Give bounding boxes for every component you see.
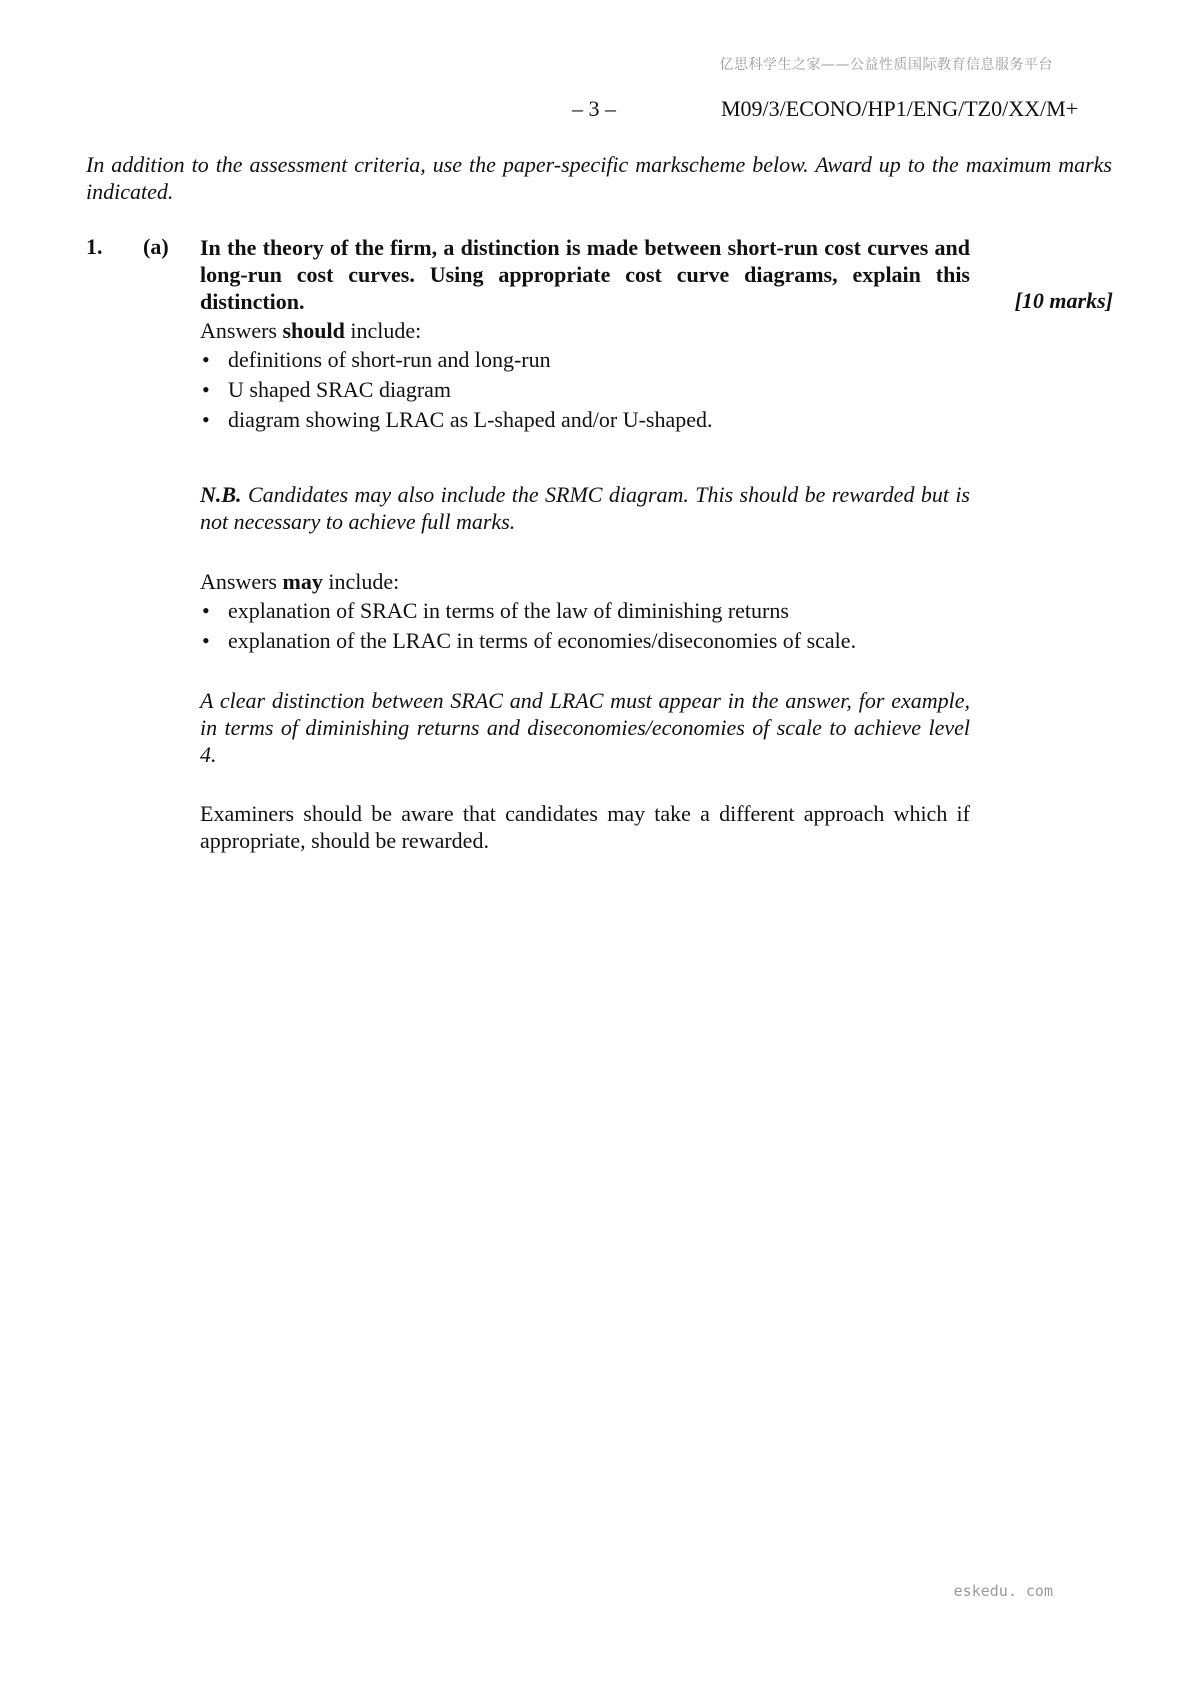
- bullet-icon: •: [202, 347, 210, 372]
- question-text: In the theory of the firm, a distinction is made between short-run cost curves and long-run cost curves. Using appropriate cost curve diagrams, explain this distinction.: [200, 235, 970, 314]
- paper-code: M09/3/ECONO/HP1/ENG/TZ0/XX/M+: [721, 96, 1079, 121]
- nb-label: N.B.: [200, 482, 242, 507]
- bullet-icon: •: [202, 598, 210, 623]
- list-item: [200, 626, 970, 656]
- question-part: (a): [143, 234, 169, 259]
- should-list: [200, 345, 970, 435]
- list-item-text: definitions of short-run and long-run: [228, 347, 551, 372]
- should-lead-suffix: include:: [344, 318, 422, 343]
- distinction-note: A clear distinction between SRAC and LRAC must appear in the answer, for example, in terms of diminishing returns and diseconomies/economies of scale to achieve level 4.: [200, 688, 970, 767]
- may-lead: [200, 567, 970, 596]
- should-lead: [200, 316, 970, 345]
- list-item: [200, 596, 970, 626]
- watermark-top: 亿思科学生之家——公益性质国际教育信息服务平台: [719, 57, 1053, 73]
- nb-note: [200, 481, 970, 535]
- list-item: [200, 345, 970, 375]
- may-lead-emphasis: may: [282, 569, 323, 594]
- should-section: [200, 316, 970, 435]
- list-item-text: diagram showing LRAC as L-shaped and/or U-shaped.: [228, 407, 713, 432]
- list-item-text: explanation of the LRAC in terms of economies/diseconomies of scale.: [228, 628, 857, 653]
- question-marks: [10 marks]: [1014, 288, 1113, 313]
- intro-instructions: In addition to the assessment criteria, use the paper-specific markscheme below. Award up to the maximum marks indicated.: [86, 152, 1112, 204]
- may-list: [200, 596, 970, 656]
- may-lead-prefix: Answers: [200, 569, 283, 594]
- list-item: [200, 405, 970, 435]
- watermark-bottom: eskedu. com: [953, 1582, 1053, 1600]
- list-item-text: explanation of SRAC in terms of the law of diminishing returns: [228, 598, 789, 623]
- may-section: [200, 567, 970, 656]
- bullet-icon: •: [202, 377, 210, 402]
- should-lead-prefix: Answers: [200, 318, 283, 343]
- bullet-icon: •: [202, 407, 210, 432]
- list-item: [200, 375, 970, 405]
- may-lead-suffix: include:: [322, 569, 400, 594]
- should-lead-emphasis: should: [282, 318, 345, 343]
- question-number: 1.: [86, 234, 103, 259]
- examiner-note: Examiners should be aware that candidates may take a different approach which if appropriate, should be rewarded.: [200, 801, 970, 853]
- bullet-icon: •: [202, 628, 210, 653]
- nb-text: Candidates may also include the SRMC diagram. This should be rewarded but is not necessary to achieve full marks.: [200, 482, 970, 534]
- page-number: – 3 –: [572, 96, 616, 121]
- list-item-text: U shaped SRAC diagram: [228, 377, 452, 402]
